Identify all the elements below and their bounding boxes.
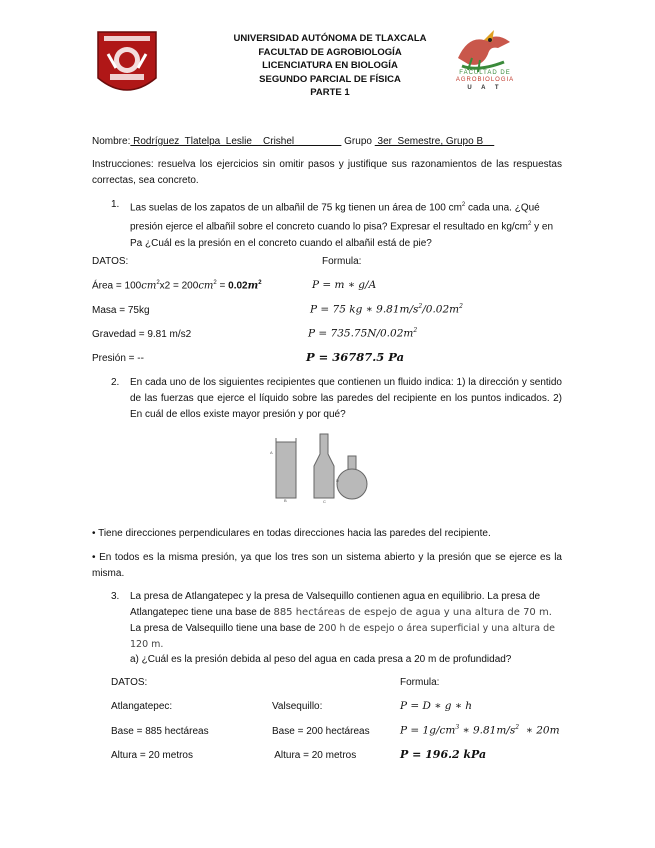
university-name: UNIVERSIDAD AUTÓNOMA DE TLAXCALA xyxy=(233,33,427,44)
q1-sup1: 2 xyxy=(461,202,466,208)
q1-text-b: cada una. ¿Qué presión ejerce el albañil sobre el concreto cuando lo pisa? Expresar el resultado en kg/cm xyxy=(130,202,540,233)
q3-alt-val: Altura = 20 metros xyxy=(272,750,357,761)
faculty-logo-text1: FACULTAD DE xyxy=(459,70,511,76)
faculty-name: FACULTAD DE AGROBIOLOGÍA xyxy=(258,46,402,58)
q3-formula-label: Formula: xyxy=(400,677,440,688)
q1-area-cm2: cm xyxy=(198,280,214,292)
q1-formula-2 xyxy=(310,303,463,316)
q1-area-data xyxy=(92,280,262,291)
student-group: 3er Semestre, Grupo B xyxy=(374,136,495,147)
faculty-logo xyxy=(448,28,522,94)
document-header xyxy=(180,32,480,100)
q3-f2sup2: 2 xyxy=(515,724,520,731)
q1-number: 1. xyxy=(111,199,120,210)
exam-part: PARTE 1 xyxy=(310,87,350,98)
q3-text xyxy=(130,589,562,653)
q1-f2b: /0.02m xyxy=(422,303,460,316)
q2-text: En cada uno de los siguientes recipientes que contienen un fluido indica: 1) la dirección y sentido de las fuerzas que ejerce el líquido sobre las paredes del recipiente en los puntos indicados. 2) En cuál de ellos existe mayor presión y por qué? xyxy=(130,377,562,420)
q1-sup2: 2 xyxy=(528,221,532,228)
q1-area-result-unit: m xyxy=(247,280,259,292)
degree-name: LICENCIATURA EN BIOLOGÍA xyxy=(262,60,398,71)
q1-f2sup2: 2 xyxy=(459,303,463,310)
q3-text-b: 885 hectáreas de espejo de agua y una altura de 70 m. xyxy=(273,607,552,618)
group-label: Grupo xyxy=(341,136,375,147)
vessels-figure xyxy=(268,432,368,504)
q3-formula-1: P = D ∗ g ∗ h xyxy=(400,700,473,712)
q1-area-cm1: cm xyxy=(141,280,157,292)
q1-f2sup1: 2 xyxy=(418,303,423,310)
faculty-logo-text3: U A T xyxy=(467,85,503,91)
q1-presion-data: Presión = -- xyxy=(92,353,144,364)
q1-text xyxy=(130,197,562,252)
vessel-label-a: A xyxy=(270,450,273,455)
faculty-logo-text2: AGROBIOLOGIA xyxy=(455,77,515,83)
q3-subquestion-a: a) ¿Cuál es la presión debida al peso del agua en cada presa a 20 m de profundidad? xyxy=(130,654,512,665)
q3-f2sup1: 3 xyxy=(455,724,460,731)
q3-f2b: ∗ 9.81m/s xyxy=(459,724,516,737)
student-info-line xyxy=(92,136,494,147)
q1-formula-4: P = 36787.5 Pa xyxy=(306,350,405,364)
q3-text-a: La presa de Atlangatepec y la presa de Valsequillo contienen agua en equilibrio. La presa de Atlangatepec tiene una base de xyxy=(130,591,541,618)
q1-area-result: 0.02 xyxy=(228,280,248,292)
q1-area-sup1: 2 xyxy=(156,280,160,286)
vessel-label-b: B xyxy=(284,498,287,503)
q1-formula-3 xyxy=(308,327,417,340)
q1-masa-data: Masa = 75kg xyxy=(92,305,150,316)
q1-formula-label: Formula: xyxy=(322,256,362,267)
q3-val-label: Valsequillo: xyxy=(272,701,323,712)
q3-datos-label: DATOS: xyxy=(111,677,148,688)
q1-text-a: Las suelas de los zapatos de un albañil de 75 kg tienen un área de 100 cm xyxy=(130,202,462,214)
q1-f3a: P = 735.75N/0.02m xyxy=(308,327,414,340)
q3-text-c: La presa de Valsequillo tiene una base de xyxy=(130,623,319,634)
q1-datos-label: DATOS: xyxy=(92,256,129,267)
q1-f2a: P = 75 kg ∗ 9.81m/s xyxy=(310,303,419,316)
q1-area-result-sup: 2 xyxy=(258,280,262,286)
q1-area-eq: = xyxy=(216,280,229,292)
q1-gravedad-data: Gravedad = 9.81 m/s2 xyxy=(92,329,192,340)
student-name: Rodríguez Tlatelpa Leslie Crishel xyxy=(130,136,342,147)
q1-area-sup2: 2 xyxy=(213,280,217,286)
q2-answer-2: • En todos es la misma presión, ya que los tres son un sistema abierto y la presión que se ejerce es la misma. xyxy=(92,552,562,579)
q3-alt-atl: Altura = 20 metros xyxy=(111,750,193,761)
q2-number: 2. xyxy=(111,377,120,388)
q1-area-label: Área = 100 xyxy=(92,280,142,292)
q3-formula-2 xyxy=(400,724,560,737)
q3-text-d: 200 h de espejo o área superficial y una altura de 120 m. xyxy=(130,623,555,650)
name-label: Nombre: xyxy=(92,136,131,147)
q2-answer-1: • Tiene direcciones perpendiculares en todas direcciones hacia las paredes del recipiente. xyxy=(92,528,491,539)
q1-formula-1: P = m ∗ g/A xyxy=(312,279,377,291)
vessel-label-d: D xyxy=(336,478,339,483)
q1-area-mid: x2 = 200 xyxy=(159,280,199,292)
q3-formula-3: P = 196.2 kPa xyxy=(400,748,487,761)
q3-f2c: ∗ 20m xyxy=(519,724,560,737)
q3-base-atl: Base = 885 hectáreas xyxy=(111,726,209,737)
q3-number: 3. xyxy=(111,591,120,602)
university-seal-logo xyxy=(96,30,158,100)
q3-base-val: Base = 200 hectáreas xyxy=(272,726,370,737)
q1-text-c: y en Pa ¿Cuál es la presión en el concreto cuando el albañil está de pie? xyxy=(130,221,554,249)
vessel-label-c: C xyxy=(323,499,326,504)
q1-f3sup: 2 xyxy=(413,327,418,334)
exam-title: SEGUNDO PARCIAL DE FÍSICA xyxy=(259,73,401,85)
q3-atl-label: Atlangatepec: xyxy=(111,701,173,712)
q3-f2a: P = 1g/cm xyxy=(400,724,456,737)
instructions-paragraph: Instrucciones: resuelva los ejercicios sin omitir pasos y justifique sus razonamientos de las respuestas correctas, sea concreto. xyxy=(92,159,562,186)
